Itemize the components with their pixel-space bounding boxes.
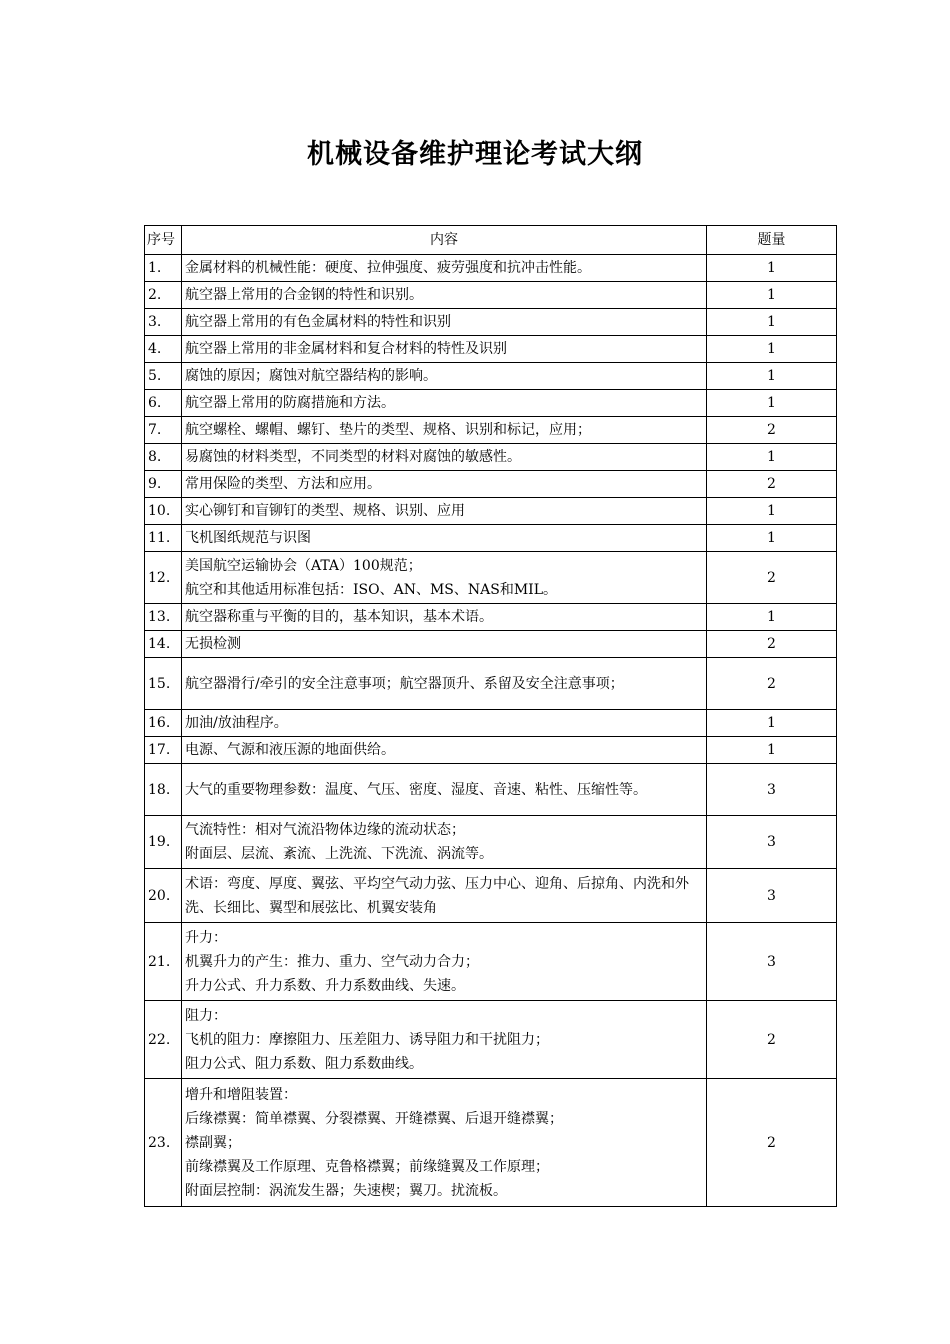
content-line: 阻力： xyxy=(185,1007,227,1024)
row-qty: 2 xyxy=(707,552,837,604)
row-content xyxy=(182,309,707,336)
row-qty: 3 xyxy=(707,923,837,1001)
content-line: 飞机图纸规范与识图 xyxy=(185,530,311,546)
table-row xyxy=(145,309,837,336)
row-content xyxy=(182,764,707,816)
content-line: 气流特性：相对气流沿物体边缘的流动状态； xyxy=(185,822,465,838)
row-number: 18. xyxy=(145,764,182,816)
row-qty: 1 xyxy=(707,498,837,525)
row-qty: 1 xyxy=(707,444,837,471)
content-line: 航空器上常用的非金属材料和复合材料的特性及识别 xyxy=(185,341,507,357)
header-no: 序号 xyxy=(145,226,182,255)
row-qty: 2 xyxy=(707,471,837,498)
content-line: 阻力公式、阻力系数、阻力系数曲线。 xyxy=(185,1055,423,1072)
row-content xyxy=(182,336,707,363)
content-line: 航空和其他适用标准包括：ISO、AN、MS、NAS和MIL。 xyxy=(185,581,557,598)
table-row xyxy=(145,498,837,525)
table-row xyxy=(145,737,837,764)
row-qty: 1 xyxy=(707,255,837,282)
row-number: 6. xyxy=(145,390,182,417)
row-number: 1. xyxy=(145,255,182,282)
table-row xyxy=(145,658,837,710)
row-qty: 3 xyxy=(707,816,837,869)
row-qty: 2 xyxy=(707,1001,837,1079)
row-content xyxy=(182,1001,707,1079)
table-row xyxy=(145,631,837,658)
table-row xyxy=(145,282,837,309)
table-header-row xyxy=(145,226,837,255)
header-content: 内容 xyxy=(182,226,707,255)
row-qty: 1 xyxy=(707,737,837,764)
row-qty: 1 xyxy=(707,525,837,552)
row-qty: 2 xyxy=(707,1079,837,1207)
row-number: 22. xyxy=(145,1001,182,1079)
table-row xyxy=(145,764,837,816)
table-body xyxy=(145,255,837,1207)
row-qty: 1 xyxy=(707,363,837,390)
row-content xyxy=(182,363,707,390)
content-line: 机翼升力的产生：推力、重力、空气动力合力； xyxy=(185,953,479,970)
table-row xyxy=(145,525,837,552)
header-qty: 题量 xyxy=(707,226,837,255)
content-line: 美国航空运输协会（ATA）100规范； xyxy=(185,557,422,574)
row-number: 5. xyxy=(145,363,182,390)
row-number: 2. xyxy=(145,282,182,309)
row-content xyxy=(182,869,707,923)
table-row xyxy=(145,444,837,471)
content-line: 电源、气源和液压源的地面供给。 xyxy=(185,742,395,758)
row-content xyxy=(182,631,707,658)
content-line: 实心铆钉和盲铆钉的类型、规格、识别、应用 xyxy=(185,503,465,519)
row-content xyxy=(182,471,707,498)
row-number: 15. xyxy=(145,658,182,710)
row-content xyxy=(182,816,707,869)
content-line: 航空螺栓、螺帽、螺钉、垫片的类型、规格、识别和标记，应用； xyxy=(185,422,591,438)
row-number: 20. xyxy=(145,869,182,923)
row-qty: 2 xyxy=(707,631,837,658)
row-content xyxy=(182,552,707,604)
row-number: 10. xyxy=(145,498,182,525)
row-content xyxy=(182,604,707,631)
table-row xyxy=(145,710,837,737)
row-qty: 3 xyxy=(707,869,837,923)
content-line: 常用保险的类型、方法和应用。 xyxy=(185,476,381,492)
content-line: 后缘襟翼：简单襟翼、分裂襟翼、开缝襟翼、后退开缝襟翼； xyxy=(185,1110,563,1127)
content-line: 航空器称重与平衡的目的，基本知识，基本术语。 xyxy=(185,609,493,625)
content-line: 航空器上常用的合金钢的特性和识别。 xyxy=(185,287,423,303)
row-qty: 3 xyxy=(707,764,837,816)
content-line: 无损检测 xyxy=(185,636,241,652)
content-line: 易腐蚀的材料类型，不同类型的材料对腐蚀的敏感性。 xyxy=(185,449,521,465)
table-row xyxy=(145,552,837,604)
syllabus-table xyxy=(144,225,837,1207)
row-qty: 1 xyxy=(707,309,837,336)
content-line: 加油/放油程序。 xyxy=(185,715,288,731)
row-content xyxy=(182,390,707,417)
row-number: 9. xyxy=(145,471,182,498)
table-row xyxy=(145,390,837,417)
row-content xyxy=(182,923,707,1001)
row-qty: 1 xyxy=(707,282,837,309)
table-row xyxy=(145,1079,837,1207)
row-content xyxy=(182,737,707,764)
table-row xyxy=(145,1001,837,1079)
row-number: 19. xyxy=(145,816,182,869)
content-line: 腐蚀的原因；腐蚀对航空器结构的影响。 xyxy=(185,368,437,384)
content-line: 前缘襟翼及工作原理、克鲁格襟翼；前缘缝翼及工作原理； xyxy=(185,1158,549,1175)
table-row xyxy=(145,923,837,1001)
row-number: 11. xyxy=(145,525,182,552)
content-line: 附面层、层流、紊流、上洗流、下洗流、涡流等。 xyxy=(185,846,493,862)
row-content xyxy=(182,498,707,525)
content-line: 术语：弯度、厚度、翼弦、平均空气动力弦、压力中心、迎角、后掠角、内洗和外洗、长细比、翼型和展弦比、机翼安装角 xyxy=(185,875,689,916)
document-title: 机械设备维护理论考试大纲 xyxy=(307,139,643,170)
row-number: 7. xyxy=(145,417,182,444)
row-content xyxy=(182,444,707,471)
table-row xyxy=(145,336,837,363)
row-qty: 2 xyxy=(707,417,837,444)
row-content xyxy=(182,417,707,444)
row-number: 3. xyxy=(145,309,182,336)
table-row xyxy=(145,417,837,444)
content-line: 附面层控制：涡流发生器；失速楔；翼刀。扰流板。 xyxy=(185,1182,507,1199)
row-number: 12. xyxy=(145,552,182,604)
row-number: 23. xyxy=(145,1079,182,1207)
row-number: 4. xyxy=(145,336,182,363)
row-qty: 2 xyxy=(707,658,837,710)
row-number: 13. xyxy=(145,604,182,631)
content-line: 航空器上常用的防腐措施和方法。 xyxy=(185,395,395,411)
table-row xyxy=(145,869,837,923)
row-number: 17. xyxy=(145,737,182,764)
row-number: 8. xyxy=(145,444,182,471)
row-qty: 1 xyxy=(707,390,837,417)
content-line: 大气的重要物理参数：温度、气压、密度、湿度、音速、粘性、压缩性等。 xyxy=(185,781,647,798)
content-line: 航空器上常用的有色金属材料的特性和识别 xyxy=(185,314,451,330)
content-line: 升力公式、升力系数、升力系数曲线、失速。 xyxy=(185,977,465,994)
table-row xyxy=(145,255,837,282)
table-row xyxy=(145,471,837,498)
row-content xyxy=(182,255,707,282)
row-qty: 1 xyxy=(707,336,837,363)
content-line: 航空器滑行/牵引的安全注意事项；航空器顶升、系留及安全注意事项； xyxy=(185,675,624,692)
row-number: 21. xyxy=(145,923,182,1001)
table-row xyxy=(145,604,837,631)
row-content xyxy=(182,1079,707,1207)
content-line: 飞机的阻力：摩擦阻力、压差阻力、诱导阻力和干扰阻力； xyxy=(185,1031,549,1048)
row-number: 14. xyxy=(145,631,182,658)
row-content xyxy=(182,282,707,309)
row-number: 16. xyxy=(145,710,182,737)
content-line: 增升和增阻装置： xyxy=(185,1086,297,1103)
table-row xyxy=(145,816,837,869)
content-line: 金属材料的机械性能：硬度、拉伸强度、疲劳强度和抗冲击性能。 xyxy=(185,260,591,276)
row-content xyxy=(182,658,707,710)
content-line: 襟副翼； xyxy=(185,1134,241,1151)
table-row xyxy=(145,363,837,390)
row-content xyxy=(182,710,707,737)
row-content xyxy=(182,525,707,552)
content-line: 升力： xyxy=(185,929,227,946)
row-qty: 1 xyxy=(707,710,837,737)
row-qty: 1 xyxy=(707,604,837,631)
